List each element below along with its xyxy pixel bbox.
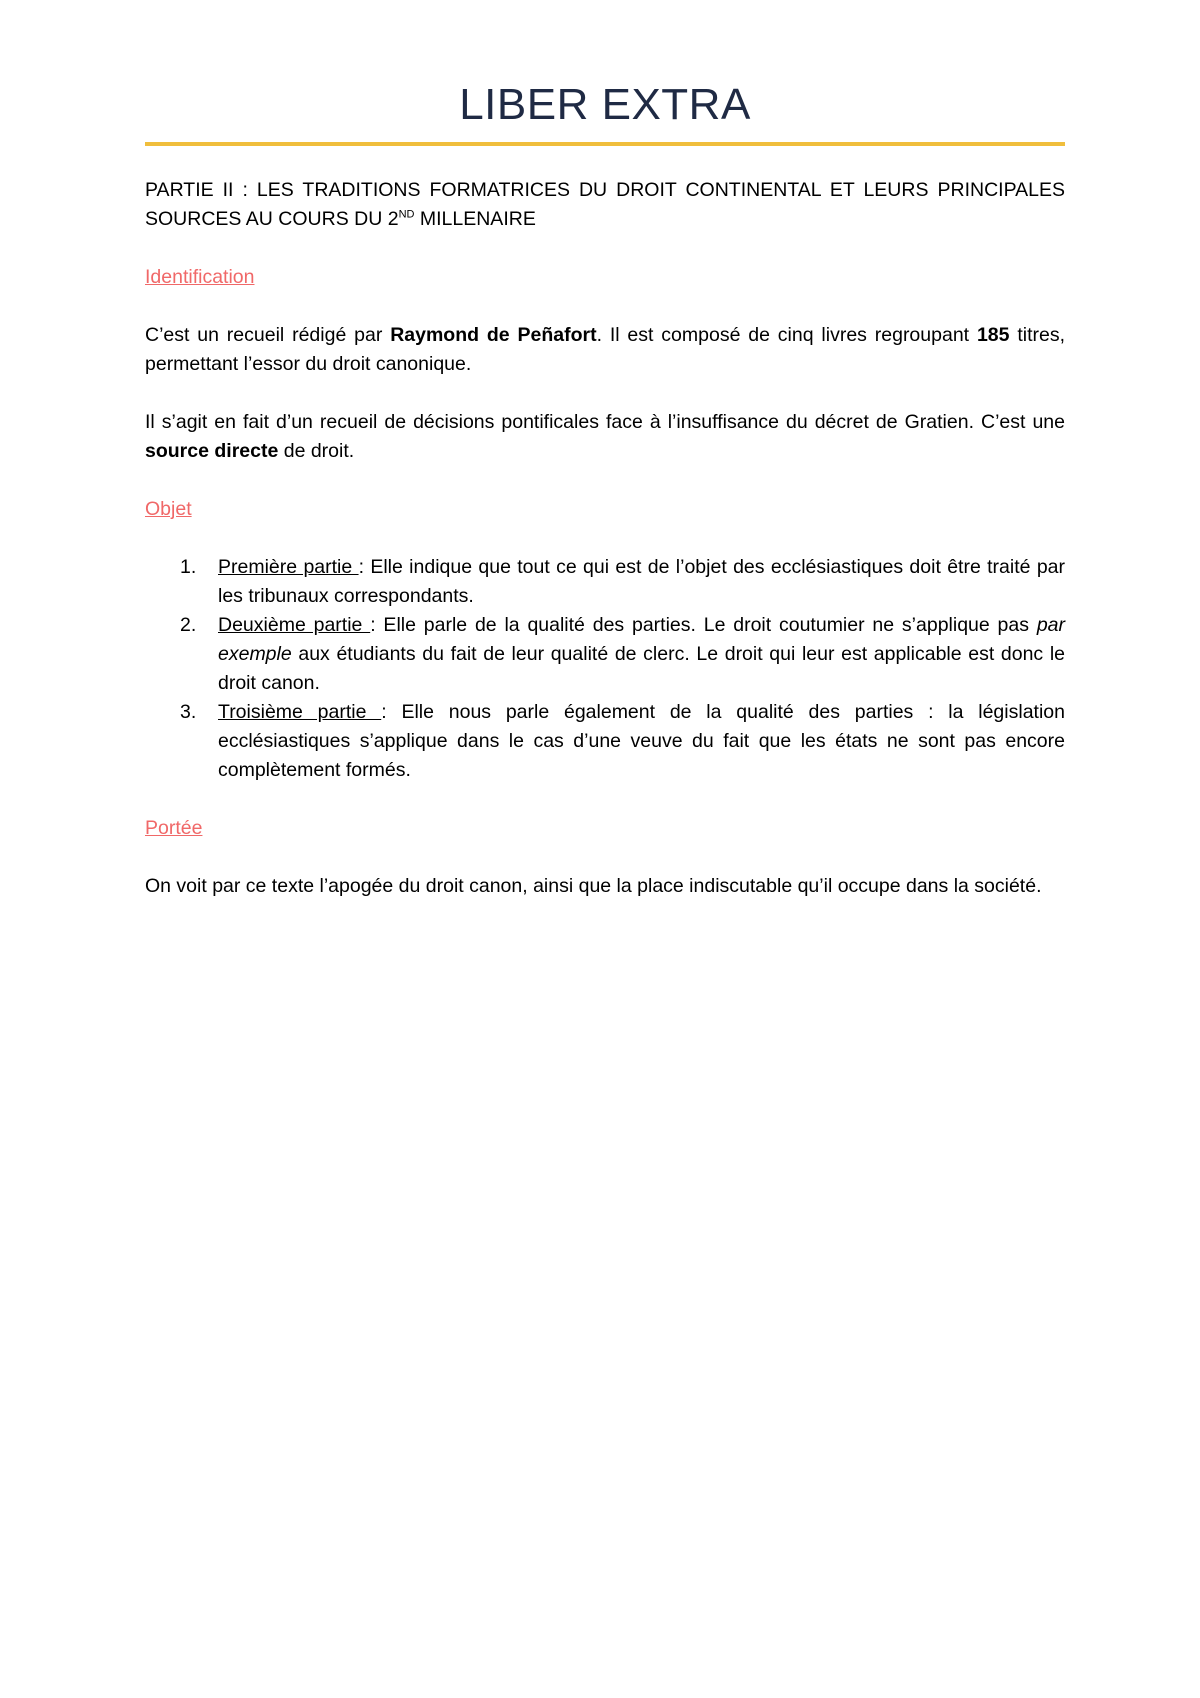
list-item-italic: par exemple [218,614,1066,665]
list-item-label: Deuxième partie [218,614,371,636]
part-heading: PARTIE II : LES TRADITIONS FORMATRICES DU DROIT CONTINENTAL ET LEURS PRINCIPALES SOURCES AU COURS DU 2ND MILLENAIRE [145,179,1065,230]
identification-paragraph-1: C’est un recueil rédigé par Raymond de Peñafort. Il est composé de cinq livres regroupant 185 titres, permettant l’essor du droit canonique. [145,324,1066,375]
list-item-number: 2. [180,614,197,636]
identification-paragraph-2: Il s’agit en fait d’un recueil de décisions pontificales face à l’insuffisance du décret de Gratien. C’est une source directe de droit. [145,411,1065,462]
portee-paragraph: On voit par ce texte l’apogée du droit canon, ainsi que la place indiscutable qu’il occupe dans la société. [145,875,1042,897]
list-item-number: 3. [180,701,197,723]
list-item-label: Troisième partie [218,701,382,723]
document-page [145,0,1065,901]
title-divider [145,142,1065,146]
list-item: 3. Troisième partie : Elle nous parle également de la qualité des parties : la législation ecclésiastiques s’applique dans le cas d’une veuve du fait que les états ne sont pas encore complètement formés. [145,698,1065,785]
objet-heading: Objet [145,498,192,520]
list-item: 2. Deuxième partie : Elle parle de la qualité des parties. Le droit coutumier ne s’applique pas par exemple aux étudiants du fait de leur qualité de clerc. Le droit qui leur est applicable est donc le droit canon. [145,611,1065,698]
objet-list [145,553,1065,785]
portee-heading: Portée [145,817,203,839]
document-title: LIBER EXTRA [459,80,751,129]
list-item-number: 1. [180,556,197,578]
part-heading-superscript: ND [398,208,415,221]
title-count: 185 [976,324,1010,346]
author-name: Raymond de Peñafort [390,324,597,346]
list-item: 1. Première partie : Elle indique que tout ce qui est de l’objet des ecclésiastiques doit être traité par les tribunaux correspondants. [145,553,1065,611]
identification-heading: Identification [145,266,255,288]
source-emphasis: source directe [145,440,279,462]
list-item-label: Première partie [218,556,359,578]
